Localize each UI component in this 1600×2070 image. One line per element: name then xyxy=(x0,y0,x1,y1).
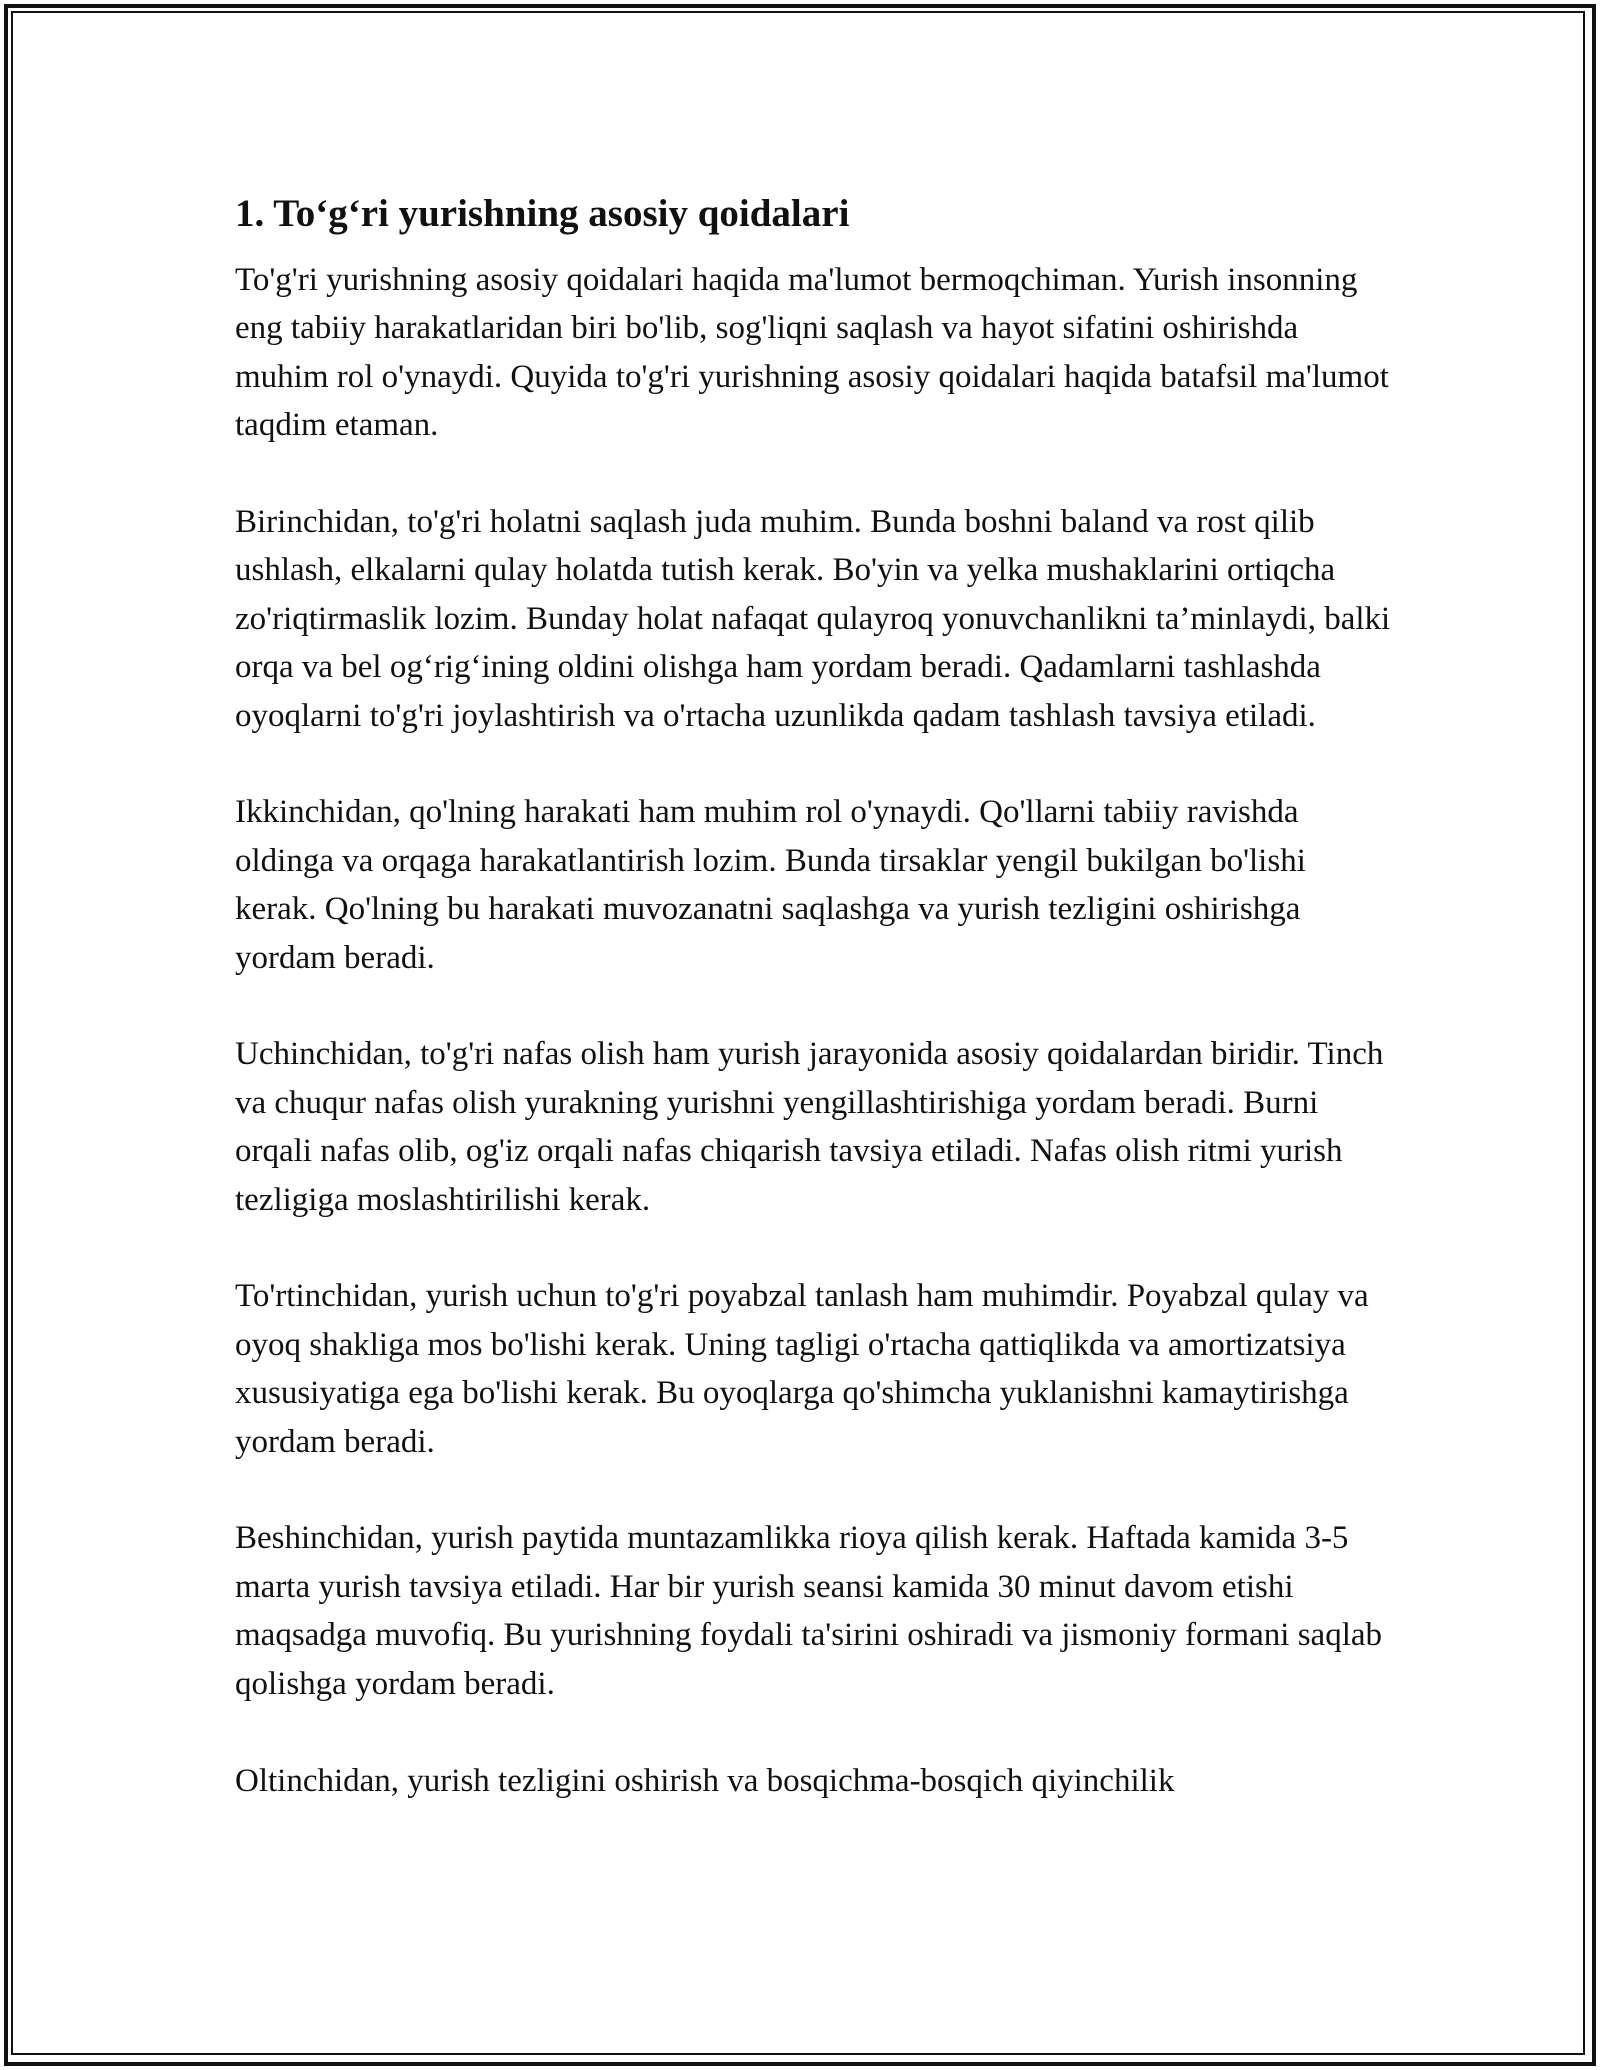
paragraph-intro: To'g'ri yurishning asosiy qoidalari haqida ma'lumot bermoqchiman. Yurish insonning eng tabiiy harakatlaridan biri bo'lib, sog'liqni saqlash va hayot sifatini oshirishda muhim rol o'ynaydi. Quyida to'g'ri yurishning asosiy qoidalari haqida batafsil ma'lumot taqdim etaman. xyxy=(235,262,1389,444)
paragraph-fifth-rule: Beshinchidan, yurish paytida muntazamlikka rioya qilish kerak. Haftada kamida 3-5 marta yurish tavsiya etiladi. Har bir yurish seansi kamida 30 minut davom etishi maqsadga muvofiq. Bu yurishning foydali ta'sirini oshiradi va jismoniy formani saqlab qolishga yordam beradi. xyxy=(235,1520,1383,1702)
paragraph-third-rule: Uchinchidan, to'g'ri nafas olish ham yurish jarayonida asosiy qoidalardan biridir. Tinch va chuqur nafas olish yurakning yurishni yengillashtirishiga yordam beradi. Burni orqali nafas olib, og'iz orqali nafas chiqarish tavsiya etiladi. Nafas olish ritmi yurish tezligiga moslashtirilishi kerak. xyxy=(235,1036,1384,1218)
paragraph-second-rule: Ikkinchidan, qo'lning harakati ham muhim rol o'ynaydi. Qo'llarni tabiiy ravishda oldinga va orqaga harakatlantirish lozim. Bunda tirsaklar yengil bukilgan bo'lishi kerak. Qo'lning bu harakati muvozanatni saqlashga va yurish tezligini oshirishga yordam beradi. xyxy=(235,794,1306,976)
document-body xyxy=(235,186,1395,1805)
paragraph-fourth-rule: To'rtinchidan, yurish uchun to'g'ri poyabzal tanlash ham muhimdir. Poyabzal qulay va oyoq shakliga mos bo'lishi kerak. Uning tagligi o'rtacha qattiqlikda va amortizatsiya xususiyatiga ega bo'lishi kerak. Bu oyoqlarga qo'shimcha yuklanishni kamaytirishga yordam beradi. xyxy=(235,1278,1369,1460)
paragraph-sixth-rule: Oltinchidan, yurish tezligini oshirish va bosqichma-bosqich qiyinchilik xyxy=(235,1762,1175,1799)
section-heading: 1. To‘g‘ri yurishning asosiy qoidalari xyxy=(235,192,850,235)
paragraph-first-rule: Birinchidan, to'g'ri holatni saqlash juda muhim. Bunda boshni baland va rost qilib ushlash, elkalarni qulay holatda tutish kerak. Bo'yin va yelka mushaklarini ortiqcha zo'riqtirmaslik lozim. Bunday holat nafaqat qulayroq yonuvchanlikni ta’minlaydi, balki orqa va bel og‘rig‘ining oldini olishga ham yordam beradi. Qadamlarni tashlashda oyoqlarni to'g'ri joylashtirish va o'rtacha uzunlikda qadam tashlash tavsiya etiladi. xyxy=(235,504,1391,734)
